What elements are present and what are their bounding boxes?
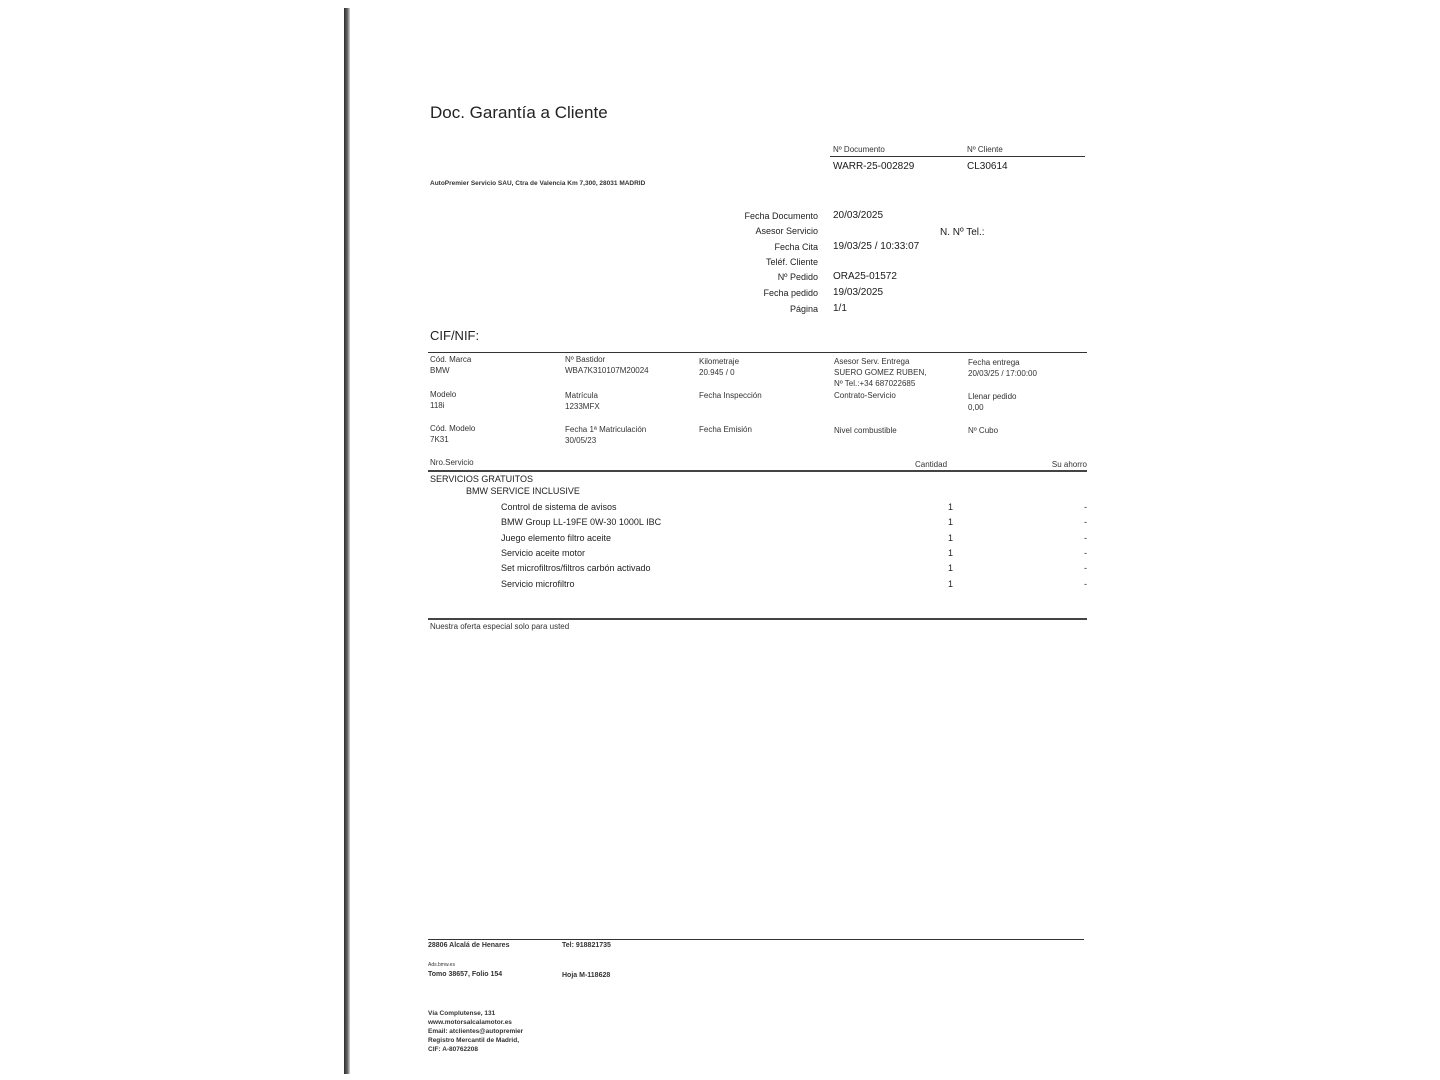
- service-saving: -: [1084, 502, 1087, 512]
- vehicle-label: Kilometraje: [699, 357, 740, 366]
- footer-hoja: Hoja M-118628: [562, 972, 611, 979]
- footer-tomo-small: Ads.bmw.es: [428, 962, 455, 968]
- doc-number-label: Nº Documento: [833, 145, 885, 154]
- vehicle-label: Nº Bastidor: [565, 355, 606, 364]
- document-title: Doc. Garantía a Cliente: [430, 103, 608, 122]
- service-name: Control de sistema de avisos: [501, 502, 617, 512]
- vehicle-label: Asesor Serv. Entrega: [834, 357, 910, 366]
- footer-tel: Tel: 918821735: [562, 942, 611, 949]
- vehicle-top-rule: [428, 352, 1087, 353]
- cif-label: CIF/NIF:: [430, 328, 480, 343]
- services-header-rule: [428, 470, 1087, 472]
- vehicle-value: BMW: [430, 366, 450, 375]
- info-value: ORA25-01572: [833, 271, 897, 282]
- service-name: Servicio aceite motor: [501, 548, 586, 558]
- vehicle-label: Contrato-Servicio: [834, 391, 896, 400]
- services-header-service: Nro.Servicio: [430, 458, 474, 467]
- vehicle-value: 0,00: [968, 403, 984, 412]
- service-saving: -: [1084, 517, 1087, 527]
- service-qty: 1: [948, 548, 954, 558]
- service-saving: -: [1084, 533, 1087, 543]
- vehicle-value: 7K31: [430, 435, 449, 444]
- footer-address-line: Vía Complutense, 131: [428, 1010, 496, 1017]
- service-qty: 1: [948, 579, 954, 589]
- offer-rule: [428, 618, 1087, 620]
- footer-address-line: Email: atclientes@autopremier: [428, 1028, 524, 1035]
- vehicle-value: SUERO GOMEZ RUBEN,: [834, 368, 927, 377]
- service-saving: -: [1084, 563, 1087, 573]
- vehicle-label: Nivel combustible: [834, 426, 897, 435]
- vehicle-value: 30/05/23: [565, 436, 597, 445]
- company-line: AutoPremier Servicio SAU, Ctra de Valencia Km 7,300, 28031 MADRID: [430, 180, 646, 187]
- service-saving: -: [1084, 548, 1087, 558]
- vehicle-value: Nº Tel.:+34 687022685: [834, 379, 916, 388]
- vehicle-label: Modelo: [430, 390, 457, 399]
- info-value: 20/03/2025: [833, 210, 884, 221]
- vehicle-label: Cód. Marca: [430, 355, 472, 364]
- info-label: Teléf. Cliente: [765, 257, 818, 267]
- vehicle-value: WBA7K310107M20024: [565, 366, 649, 375]
- footer-address-line: www.motorsalcalamotor.es: [428, 1019, 512, 1026]
- offer-line: Nuestra oferta especial solo para usted: [430, 622, 570, 631]
- footer-address-line: Registro Mercantil de Madrid,: [428, 1037, 520, 1044]
- info-label: Asesor Servicio: [755, 226, 818, 236]
- scan-page-edge: [344, 8, 350, 1074]
- service-name: Servicio microfiltro: [501, 579, 575, 589]
- footer-tomo: Tomo 38657, Folio 154: [428, 971, 503, 978]
- vehicle-label: Fecha 1ª Matriculación: [565, 425, 647, 434]
- services-header-quantity: Cantidad: [915, 460, 948, 469]
- vehicle-label: Fecha entrega: [968, 358, 1020, 367]
- info-label: Página: [789, 304, 818, 314]
- services-subgroup: BMW SERVICE INCLUSIVE: [466, 486, 580, 496]
- service-name: BMW Group LL-19FE 0W-30 1000L IBC: [501, 517, 662, 527]
- services-group: SERVICIOS GRATUITOS: [430, 474, 534, 484]
- vehicle-value: 20/03/25 / 17:00:00: [968, 369, 1037, 378]
- vehicle-label: Cód. Modelo: [430, 424, 476, 433]
- service-qty: 1: [948, 502, 954, 512]
- vehicle-label: Nº Cubo: [968, 426, 999, 435]
- footer-address-line: CIF: A-80762208: [428, 1046, 478, 1053]
- client-number-value: CL30614: [967, 161, 1008, 172]
- vehicle-value: 118i: [430, 401, 445, 410]
- vehicle-label: Fecha Inspección: [699, 391, 762, 400]
- service-name: Juego elemento filtro aceite: [501, 533, 612, 543]
- vehicle-label: Matrícula: [565, 391, 598, 400]
- services-header-savings: Su ahorro: [1051, 460, 1087, 469]
- info-label: Fecha pedido: [763, 288, 818, 298]
- service-qty: 1: [948, 533, 954, 543]
- service-name: Set microfiltros/filtros carbón activado: [501, 563, 651, 573]
- service-saving: -: [1084, 579, 1087, 589]
- footer-city: 28806 Alcalá de Henares: [428, 942, 510, 949]
- vehicle-label: Llenar pedido: [968, 392, 1017, 401]
- tel-label: N. Nº Tel.:: [940, 227, 985, 238]
- info-label: Fecha Documento: [744, 211, 818, 221]
- info-value: 19/03/2025: [833, 287, 884, 298]
- footer-rule: [428, 939, 1084, 940]
- info-label: Fecha Cita: [774, 242, 818, 252]
- info-value: 1/1: [833, 303, 847, 314]
- header-rule: [830, 156, 1085, 157]
- info-value: 19/03/25 / 10:33:07: [833, 241, 920, 252]
- service-qty: 1: [948, 563, 954, 573]
- client-number-label: Nº Cliente: [967, 145, 1003, 154]
- info-label: Nº Pedido: [777, 272, 818, 282]
- vehicle-label: Fecha Emisión: [699, 425, 752, 434]
- service-qty: 1: [948, 517, 954, 527]
- vehicle-value: 1233MFX: [565, 402, 600, 411]
- vehicle-value: 20.945 / 0: [699, 368, 735, 377]
- doc-number-value: WARR-25-002829: [833, 161, 915, 172]
